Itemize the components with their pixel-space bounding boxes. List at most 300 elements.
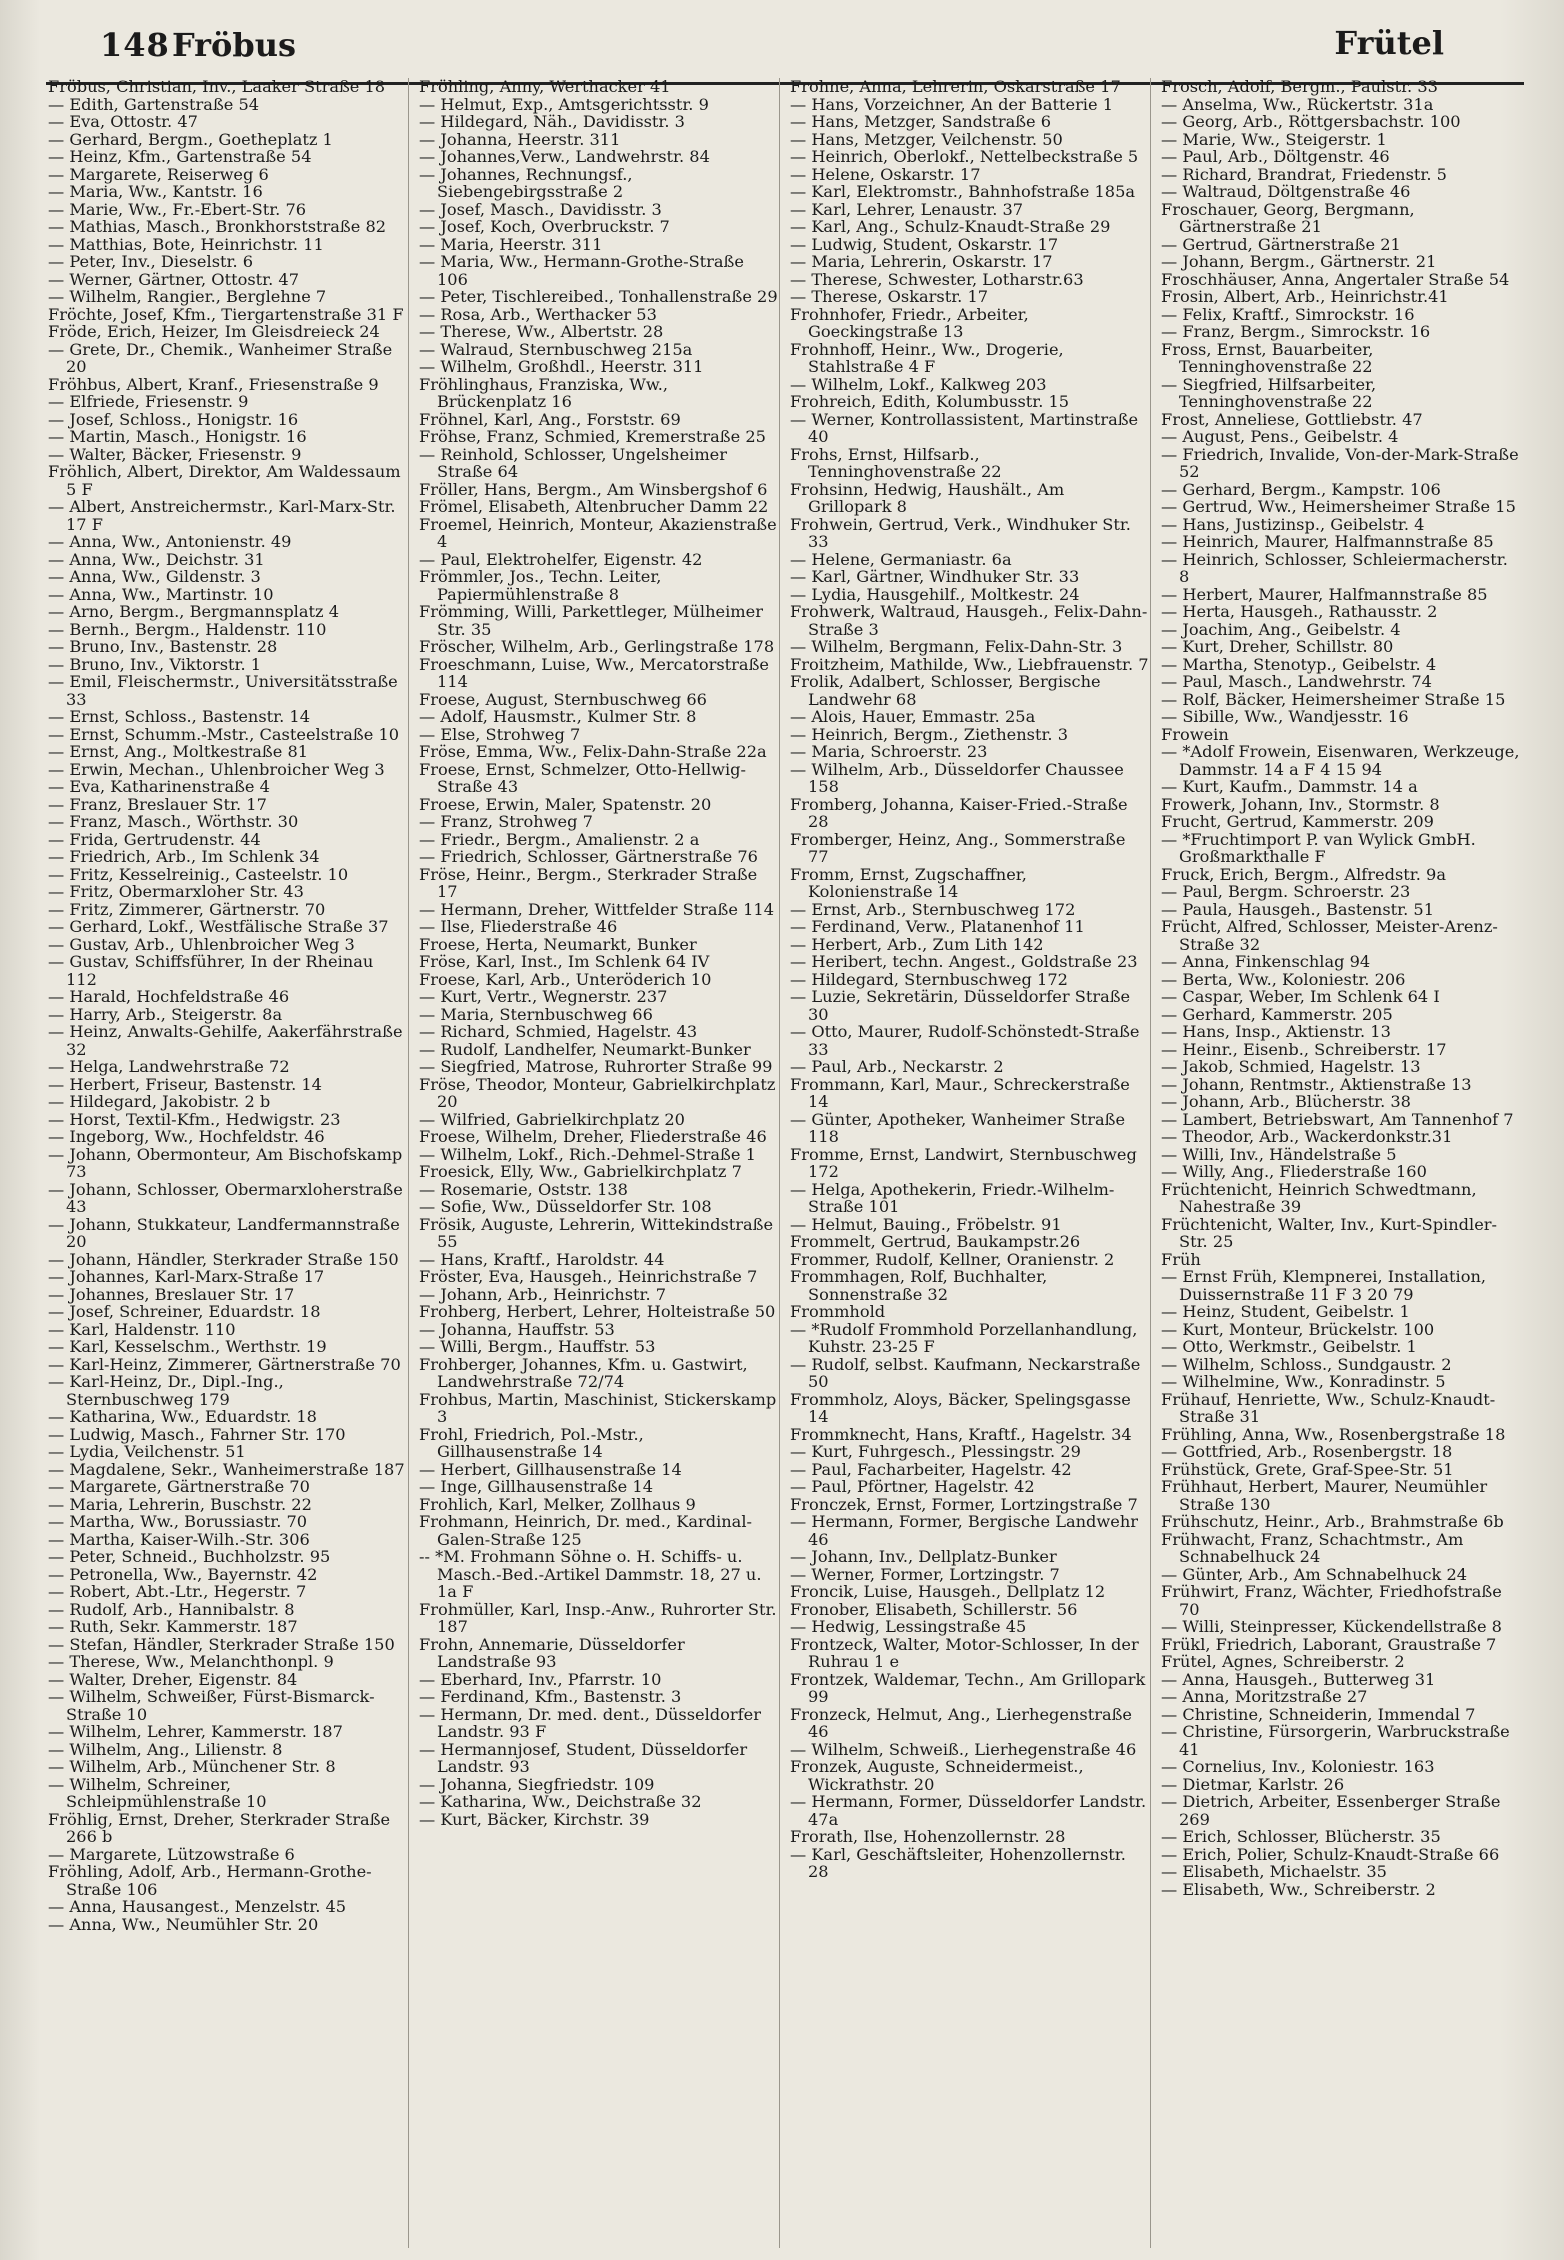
directory-entry: Frommhagen, Rolf, Buchhalter, Sonnenstraße 32 — [790, 1267, 1048, 1304]
directory-entry: — Helmut, Bauing., Fröbelstr. 91 — [790, 1214, 1062, 1234]
directory-entry: Fröhling, Adolf, Arb., Hermann-Grothe-Straße 106 — [48, 1862, 372, 1899]
directory-entry: Froitzheim, Mathilde, Ww., Liebfrauenstr. 7 — [790, 654, 1149, 674]
directory-entry: — Mathias, Masch., Bronkhorststraße 82 — [48, 217, 387, 236]
directory-entry: — Magdalene, Sekr., Wanheimerstraße 187 — [48, 1459, 405, 1479]
directory-entry: — Johanna, Siegfriedstr. 109 — [419, 1774, 655, 1794]
directory-entry: — Wilhelm, Schloss., Sundgaustr. 2 — [1161, 1354, 1452, 1374]
directory-entry: — Helene, Oskarstr. 17 — [790, 164, 981, 184]
directory-entry: Frühling, Anna, Ww., Rosenbergstraße 18 — [1161, 1424, 1506, 1444]
column-4 — [1161, 78, 1521, 2248]
directory-entry: — Marie, Ww., Steigerstr. 1 — [1161, 129, 1387, 149]
directory-entry: Fromme, Ernst, Landwirt, Sternbuschweg 172 — [790, 1144, 1137, 1181]
directory-entry: — Elfriede, Friesenstr. 9 — [48, 392, 249, 411]
directory-entry: — Rolf, Bäcker, Heimersheimer Straße 15 — [1161, 689, 1506, 709]
directory-entry: Frommer, Rudolf, Kellner, Oranienstr. 2 — [790, 1249, 1115, 1269]
directory-entry: — Grete, Dr., Chemik., Wanheimer Straße 20 — [48, 339, 393, 376]
directory-entry: — Maria, Schroerstr. 23 — [790, 742, 988, 761]
directory-entry: — Werner, Gärtner, Ottostr. 47 — [48, 269, 299, 289]
directory-entry: — Margarete, Lützowstraße 6 — [48, 1844, 295, 1864]
directory-entry: — Johann, Rentmstr., Aktienstraße 13 — [1161, 1074, 1472, 1094]
directory-entry: — Anna, Moritzstraße 27 — [1161, 1687, 1368, 1706]
directory-entry: — Johanna, Hauffstr. 53 — [419, 1319, 615, 1339]
directory-entry: — Theodor, Arb., Wackerdonkstr.31 — [1161, 1127, 1453, 1146]
directory-entry: — Paul, Bergm. Schroerstr. 23 — [1161, 882, 1411, 901]
directory-entry: Frohmüller, Karl, Insp.-Anw., Ruhrorter Str. 187 — [419, 1599, 777, 1636]
directory-entry: Fröbus, Christian, Inv., Laaker Straße 18 — [48, 78, 386, 96]
directory-entry: — Friedr., Bergm., Amalienstr. 2 a — [419, 829, 700, 849]
directory-entry: — Anna, Ww., Neumühler Str. 20 — [48, 1914, 319, 1934]
directory-entry: — Friedrich, Schlosser, Gärtnerstraße 76 — [419, 847, 758, 866]
directory-entry: Frükl, Friedrich, Laborant, Graustraße 7 — [1161, 1634, 1497, 1654]
directory-entry: Fröchte, Josef, Kfm., Tiergartenstraße 31 F — [48, 304, 404, 324]
directory-entry: Froese, Erwin, Maler, Spatenstr. 20 — [419, 794, 712, 814]
directory-entry: Frommholz, Aloys, Bäcker, Spelingsgasse 14 — [790, 1389, 1131, 1426]
directory-entry: — Ilse, Fliederstraße 46 — [419, 917, 618, 936]
directory-entry: — Franz, Strohweg 7 — [419, 812, 593, 831]
directory-entry: — Emil, Fleischermstr., Universitätsstraße 33 — [48, 672, 398, 709]
column-2 — [419, 78, 780, 2248]
directory-entry: Frohsinn, Hedwig, Haushält., Am Grillopark 8 — [790, 479, 1065, 516]
directory-entry: — Edith, Gartenstraße 54 — [48, 94, 260, 114]
directory-entry: — Reinhold, Schlosser, Ungelsheimer Straße 64 — [419, 444, 727, 481]
directory-entry: — Rosemarie, Oststr. 138 — [419, 1179, 628, 1199]
directory-entry: — Inge, Gillhausenstraße 14 — [419, 1477, 653, 1496]
directory-entry: — Kurt, Bäcker, Kirchstr. 39 — [419, 1809, 650, 1829]
directory-entry: Froschauer, Georg, Bergmann, Gärtnerstraße 21 — [1161, 199, 1415, 236]
directory-entry: Frohnhofer, Friedr., Arbeiter, Goeckingstraße 13 — [790, 304, 1029, 341]
directory-entry: Frommann, Karl, Maur., Schreckerstraße 14 — [790, 1074, 1130, 1111]
directory-entry: Frohn, Annemarie, Düsseldorfer Landstraße 93 — [419, 1634, 685, 1671]
directory-entry: — Maria, Lehrerin, Oskarstr. 17 — [790, 252, 1053, 271]
directory-entry: — Johanna, Heerstr. 311 — [419, 129, 621, 149]
directory-entry: — Gertrud, Gärtnerstraße 21 — [1161, 234, 1401, 254]
directory-entry: Frolik, Adalbert, Schlosser, Bergische Landwehr 68 — [790, 672, 1101, 709]
directory-entry: — Kurt, Fuhrgesch., Plessingstr. 29 — [790, 1442, 1081, 1461]
directory-entry: — Friedrich, Arb., Im Schlenk 34 — [48, 847, 320, 866]
directory-entry: Frontzek, Waldemar, Techn., Am Grillopark 99 — [790, 1669, 1146, 1706]
directory-entry: — Hermann, Dreher, Wittfelder Straße 114 — [419, 899, 774, 919]
directory-entry: — Anna, Hausangest., Menzelstr. 45 — [48, 1897, 347, 1916]
directory-entry: — Fritz, Obermarxloher Str. 43 — [48, 882, 304, 901]
directory-entry: — Helga, Landwehrstraße 72 — [48, 1057, 290, 1076]
directory-entry: — Dietmar, Karlstr. 26 — [1161, 1774, 1345, 1794]
directory-entry: Fronczek, Ernst, Former, Lortzingstraße 7 — [790, 1494, 1138, 1514]
directory-entry: — Karl-Heinz, Dr., Dipl.-Ing., Sternbuschweg 179 — [48, 1372, 284, 1409]
directory-entry: — Karl, Gärtner, Windhuker Str. 33 — [790, 567, 1080, 586]
directory-entry: — Martha, Ww., Borussiastr. 70 — [48, 1512, 308, 1531]
directory-entry: — Walraud, Sternbuschweg 215a — [419, 339, 693, 359]
directory-entry: — Frida, Gertrudenstr. 44 — [48, 829, 261, 849]
directory-entry: — Felix, Kraftf., Simrockstr. 16 — [1161, 304, 1415, 324]
directory-entry: — Marie, Ww., Fr.-Ebert-Str. 76 — [48, 199, 307, 219]
directory-entry: — Elisabeth, Michaelstr. 35 — [1161, 1862, 1387, 1881]
directory-entry: — Johann, Inv., Dellplatz-Bunker — [790, 1547, 1057, 1566]
directory-entry: — Peter, Inv., Dieselstr. 6 — [48, 252, 254, 271]
directory-entry: — Gerhard, Kammerstr. 205 — [1161, 1004, 1393, 1024]
directory-entry: — Joachim, Ang., Geibelstr. 4 — [1161, 619, 1401, 639]
directory-entry: Frowerk, Johann, Inv., Stormstr. 8 — [1161, 794, 1440, 814]
directory-entry: — Günter, Arb., Am Schnabelhuck 24 — [1161, 1564, 1468, 1584]
directory-entry: — Harry, Arb., Steigerstr. 8a — [48, 1004, 283, 1024]
directory-entry: Fröse, Heinr., Bergm., Sterkrader Straße 17 — [419, 864, 758, 901]
directory-entry: — Erich, Polier, Schulz-Knaudt-Straße 66 — [1161, 1844, 1500, 1864]
directory-entry: -- *M. Frohmann Söhne o. H. Schiffs- u. Masch.-Bed.-Artikel Dammstr. 18, 27 u. 1a F — [419, 1547, 762, 1601]
directory-entry: — Matthias, Bote, Heinrichstr. 11 — [48, 234, 324, 254]
directory-entry: Frommknecht, Hans, Kraftf., Hagelstr. 34 — [790, 1424, 1132, 1444]
directory-entry: — Siegfried, Matrose, Ruhrorter Straße 99 — [419, 1057, 773, 1076]
directory-entry: — Bruno, Inv., Viktorstr. 1 — [48, 654, 262, 674]
directory-entry: — Richard, Brandrat, Friedenstr. 5 — [1161, 164, 1447, 184]
directory-entry: — Franz, Masch., Wörthstr. 30 — [48, 812, 299, 831]
directory-entry: — Horst, Textil-Kfm., Hedwigstr. 23 — [48, 1109, 341, 1129]
directory-entry: Fröhbus, Albert, Kranf., Friesenstraße 9 — [48, 374, 379, 394]
directory-entry: — Hans, Metzger, Sandstraße 6 — [790, 112, 1052, 131]
directory-entry: — Hildegard, Jakobistr. 2 b — [48, 1092, 271, 1111]
directory-entry: — Karl, Kesselschm., Werthstr. 19 — [48, 1337, 327, 1356]
directory-entry: — Ernst, Ang., Moltkestraße 81 — [48, 742, 309, 761]
directory-entry: Fromm, Ernst, Zugschaffner, Kolonienstraße 14 — [790, 864, 1027, 901]
directory-entry: Fröse, Karl, Inst., Im Schlenk 64 IV — [419, 952, 710, 971]
directory-entry: — August, Pens., Geibelstr. 4 — [1161, 427, 1399, 446]
directory-entry: — Wilhelm, Arb., Münchener Str. 8 — [48, 1757, 336, 1776]
directory-entry: — Hermann, Former, Düsseldorfer Landstr. 47a — [790, 1792, 1147, 1829]
directory-entry: Frohlich, Karl, Melker, Zollhaus 9 — [419, 1494, 696, 1514]
directory-entry: — Richard, Schmied, Hagelstr. 43 — [419, 1022, 698, 1041]
directory-entry: — Heinz, Anwalts-Gehilfe, Aakerfährstraße 32 — [48, 1022, 403, 1059]
directory-entry: — Werner, Former, Lortzingstr. 7 — [790, 1564, 1060, 1584]
directory-entry: — Otto, Werkmstr., Geibelstr. 1 — [1161, 1337, 1417, 1356]
directory-entry: — Gerhard, Bergm., Kampstr. 106 — [1161, 479, 1441, 499]
directory-entry: — Willy, Ang., Fliederstraße 160 — [1161, 1162, 1427, 1181]
column-1 — [48, 78, 409, 2248]
directory-entry: — Heinz, Student, Geibelstr. 1 — [1161, 1302, 1410, 1321]
directory-entry: Frorath, Ilse, Hohenzollernstr. 28 — [790, 1827, 1066, 1846]
directory-entry: — Else, Strohweg 7 — [419, 724, 581, 744]
directory-entry: Frohwein, Gertrud, Verk., Windhuker Str. 33 — [790, 514, 1131, 551]
directory-entry: — Robert, Abt.-Ltr., Hegerstr. 7 — [48, 1582, 307, 1601]
directory-entry: Fronzeck, Helmut, Ang., Lierhegenstraße 46 — [790, 1704, 1132, 1741]
directory-entry: — Adolf, Hausmstr., Kulmer Str. 8 — [419, 707, 697, 726]
directory-entry: — Heinrich, Oberlokf., Nettelbeckstraße 5 — [790, 147, 1139, 166]
directory-entry: — Arno, Bergm., Bergmannsplatz 4 — [48, 602, 339, 621]
directory-entry: — Rudolf, Landhelfer, Neumarkt-Bunker — [419, 1039, 751, 1059]
directory-entry: — Wilhelm, Schreiner, Schleipmühlenstraße 10 — [48, 1774, 267, 1811]
directory-entry: Frucht, Gertrud, Kammerstr. 209 — [1161, 812, 1434, 831]
directory-entry: Frühstück, Grete, Graf-Spee-Str. 51 — [1161, 1459, 1454, 1479]
directory-entry: — Waltraud, Döltgenstraße 46 — [1161, 182, 1411, 201]
directory-entry: Froese, Ernst, Schmelzer, Otto-Hellwig-Straße 43 — [419, 759, 747, 796]
directory-entry: — Herbert, Friseur, Bastenstr. 14 — [48, 1074, 322, 1094]
directory-entry: Frühhaut, Herbert, Maurer, Neumühler Straße 130 — [1161, 1477, 1488, 1514]
directory-entry: — Wilhelm, Bergmann, Felix-Dahn-Str. 3 — [790, 637, 1123, 656]
directory-entry: — Dietrich, Arbeiter, Essenberger Straße 269 — [1161, 1792, 1501, 1829]
directory-entry: Frohnhoff, Heinr., Ww., Drogerie, Stahlstraße 4 F — [790, 339, 1064, 376]
directory-entry: — Eva, Katharinenstraße 4 — [48, 777, 270, 796]
directory-entry: — Wilhelm, Rangier., Berglehne 7 — [48, 287, 327, 306]
directory-entry: Fröse, Theodor, Monteur, Gabrielkirchplatz 20 — [419, 1074, 776, 1111]
directory-entry: — Wilhelm, Lokf., Kalkweg 203 — [790, 374, 1047, 394]
directory-entry: — Hildegard, Sternbuschweg 172 — [790, 969, 1068, 989]
directory-entry: — Cornelius, Inv., Koloniestr. 163 — [1161, 1757, 1435, 1776]
directory-entry: — Otto, Maurer, Rudolf-Schönstedt-Straße 33 — [790, 1022, 1140, 1059]
directory-entry: Früh — [1161, 1249, 1201, 1269]
directory-entry: — Christine, Schneiderin, Immendal 7 — [1161, 1704, 1476, 1724]
directory-entry: — Siegfried, Hilfsarbeiter, Tenninghovenstraße 22 — [1161, 374, 1377, 411]
directory-entry: Frosch, Adolf, Bergm., Paulstr. 33 — [1161, 78, 1438, 96]
directory-entry: Frohberger, Johannes, Kfm. u. Gastwirt, Landwehrstraße 72/74 — [419, 1354, 748, 1391]
directory-entry: — Wilhelm, Arb., Düsseldorfer Chaussee 158 — [790, 759, 1124, 796]
directory-entry: — Johann, Obermonteur, Am Bischofskamp 73 — [48, 1144, 403, 1181]
directory-entry: — Fritz, Zimmerer, Gärtnerstr. 70 — [48, 899, 326, 919]
directory-entry: Fröhnel, Karl, Ang., Forststr. 69 — [419, 409, 681, 429]
directory-entry: Fröhse, Franz, Schmied, Kremerstraße 25 — [419, 427, 766, 446]
directory-entry: — Heinr., Eisenb., Schreiberstr. 17 — [1161, 1039, 1447, 1059]
directory-entry: — Kurt, Dreher, Schillstr. 80 — [1161, 637, 1394, 656]
directory-entry: — Helga, Apothekerin, Friedr.-Wilhelm-Straße 101 — [790, 1179, 1115, 1216]
header-left-word: Fröbus — [172, 26, 297, 64]
directory-entry: — Wilhelm, Lokf., Rich.-Dehmel-Straße 1 — [419, 1144, 756, 1164]
directory-entry: — Johann, Bergm., Gärtnerstr. 21 — [1161, 252, 1437, 271]
directory-entry: — Johannes,Verw., Landwehrstr. 84 — [419, 147, 710, 166]
directory-entry: — Ernst, Schumm.-Mstr., Casteelstraße 10 — [48, 724, 400, 744]
directory-entry: Froncik, Luise, Hausgeh., Dellplatz 12 — [790, 1582, 1106, 1601]
directory-entry: — Hermann, Former, Bergische Landwehr 46 — [790, 1512, 1138, 1549]
directory-entry: — Paula, Hausgeh., Bastenstr. 51 — [1161, 899, 1435, 919]
directory-entry: Frohs, Ernst, Hilfsarb., Tenninghovenstraße 22 — [790, 444, 1002, 481]
page-number: 148 — [100, 26, 170, 64]
directory-entry: — Hans, Metzger, Veilchenstr. 50 — [790, 129, 1063, 149]
directory-entry: Fröse, Emma, Ww., Felix-Dahn-Straße 22a — [419, 742, 767, 761]
directory-entry: — Gerhard, Lokf., Westfälische Straße 37 — [48, 917, 389, 936]
directory-entry: — Therese, Schwester, Lotharstr.63 — [790, 269, 1084, 289]
directory-entry: — Ludwig, Student, Oskarstr. 17 — [790, 234, 1059, 254]
directory-entry: — Lambert, Betriebswart, Am Tannenhof 7 — [1161, 1109, 1514, 1129]
directory-entry: — Walter, Bäcker, Friesenstr. 9 — [48, 444, 302, 464]
directory-entry: — Paul, Arb., Döltgenstr. 46 — [1161, 147, 1390, 166]
directory-entry: Früchtenicht, Heinrich Schwedtmann, Nahestraße 39 — [1161, 1179, 1477, 1216]
directory-entry: — Paul, Elektrohelfer, Eigenstr. 42 — [419, 549, 703, 569]
directory-entry: — Gottfried, Arb., Rosenbergstr. 18 — [1161, 1442, 1453, 1461]
directory-entry: Frütel, Agnes, Schreiberstr. 2 — [1161, 1652, 1405, 1671]
directory-entry: Frohreich, Edith, Kolumbusstr. 15 — [790, 392, 1070, 411]
directory-entry: — Josef, Schloss., Honigstr. 16 — [48, 409, 299, 429]
directory-entry: — Berta, Ww., Koloniestr. 206 — [1161, 969, 1406, 989]
directory-entry: — Wilhelm, Ang., Lilienstr. 8 — [48, 1739, 283, 1759]
directory-entry: — Hans, Justizinsp., Geibelstr. 4 — [1161, 514, 1425, 534]
directory-entry: — Margarete, Reiserweg 6 — [48, 164, 269, 184]
directory-entry: Früchtenicht, Walter, Inv., Kurt-Spindler-Str. 25 — [1161, 1214, 1497, 1251]
directory-entry: — Anna, Ww., Antonienstr. 49 — [48, 532, 292, 551]
directory-entry: — Ferdinand, Kfm., Bastenstr. 3 — [419, 1687, 682, 1706]
directory-entry: — Maria, Ww., Hermann-Grothe-Straße 106 — [419, 252, 744, 289]
directory-entry: — Wilhelm, Großhdl., Heerstr. 311 — [419, 357, 704, 376]
directory-entry: Fross, Ernst, Bauarbeiter, Tenninghovenstraße 22 — [1161, 339, 1374, 376]
directory-entry: — Johannes, Karl-Marx-Straße 17 — [48, 1267, 325, 1286]
directory-entry: — Wilhelm, Schweißer, Fürst-Bismarck-Straße 10 — [48, 1687, 375, 1724]
directory-entry: — Paul, Arb., Neckarstr. 2 — [790, 1057, 1004, 1076]
directory-entry: Frömmler, Jos., Techn. Leiter, Papiermühlenstraße 8 — [419, 567, 662, 604]
directory-entry: — Christine, Fürsorgerin, Warbruckstraße 41 — [1161, 1722, 1510, 1759]
directory-entry: — Katharina, Ww., Deichstraße 32 — [419, 1792, 702, 1811]
directory-entry: — Gerhard, Bergm., Goetheplatz 1 — [48, 129, 333, 149]
page-header — [0, 20, 1564, 68]
directory-entry: Froese, Karl, Arb., Unteröderich 10 — [419, 969, 712, 989]
directory-entry: — Katharina, Ww., Eduardstr. 18 — [48, 1407, 317, 1426]
directory-entry: Frühauf, Henriette, Ww., Schulz-Knaudt-Straße 31 — [1161, 1389, 1496, 1426]
directory-entry: — Martha, Kaiser-Wilh.-Str. 306 — [48, 1529, 310, 1549]
directory-entry: — Ernst Früh, Klempnerei, Installation, Duissernstraße 11 F 3 20 79 — [1161, 1267, 1487, 1304]
directory-entry: — Therese, Ww., Albertstr. 28 — [419, 322, 664, 341]
directory-entry: Frohne, Anna, Lehrerin, Oskarstraße 17 — [790, 78, 1121, 96]
directory-entry: — Paul, Masch., Landwehrstr. 74 — [1161, 672, 1432, 691]
directory-entry: — Paul, Facharbeiter, Hagelstr. 42 — [790, 1459, 1072, 1479]
directory-entry: — Erich, Schlosser, Blücherstr. 35 — [1161, 1827, 1441, 1846]
directory-entry: — Gustav, Arb., Uhlenbroicher Weg 3 — [48, 934, 355, 954]
directory-entry: Froeschmann, Luise, Ww., Mercatorstraße 114 — [419, 654, 769, 691]
directory-entry: — Karl-Heinz, Zimmerer, Gärtnerstraße 70 — [48, 1354, 401, 1374]
directory-entry: — Anselma, Ww., Rückertstr. 31a — [1161, 94, 1434, 114]
directory-entry: — Martin, Masch., Honigstr. 16 — [48, 427, 307, 446]
directory-entry: Fronober, Elisabeth, Schillerstr. 56 — [790, 1599, 1078, 1619]
directory-entry: Frömming, Willi, Parkettleger, Mülheimer Str. 35 — [419, 602, 763, 639]
directory-entry: — Anna, Hausgeh., Butterweg 31 — [1161, 1669, 1436, 1689]
directory-entry: — Maria, Ww., Kantstr. 16 — [48, 182, 263, 201]
header-right-word: Frütel — [1334, 24, 1444, 62]
directory-entry: Frosin, Albert, Arb., Heinrichstr.41 — [1161, 287, 1449, 306]
directory-entry: — Elisabeth, Ww., Schreiberstr. 2 — [1161, 1879, 1436, 1899]
directory-entry: Fröller, Hans, Bergm., Am Winsbergshof 6 — [419, 479, 768, 499]
directory-entry: Froese, Wilhelm, Dreher, Fliederstraße 46 — [419, 1127, 767, 1146]
directory-entry: Frohbus, Martin, Maschinist, Stickerskamp 3 — [419, 1389, 777, 1426]
directory-entry: Frohberg, Herbert, Lehrer, Holteistraße 50 — [419, 1302, 776, 1321]
directory-entry: — Hans, Kraftf., Haroldstr. 44 — [419, 1249, 665, 1269]
directory-entry: — Wilhelm, Lehrer, Kammerstr. 187 — [48, 1722, 343, 1741]
directory-entry: — Sibille, Ww., Wandjesstr. 16 — [1161, 707, 1409, 726]
directory-entry: — Peter, Schneid., Buchholzstr. 95 — [48, 1547, 331, 1566]
directory-entry: — Hermannjosef, Student, Düsseldorfer Landstr. 93 — [419, 1739, 748, 1776]
directory-entry: — Johannes, Rechnungsf., Siebengebirgsstraße 2 — [419, 164, 633, 201]
directory-entry: — Erwin, Mechan., Uhlenbroicher Weg 3 — [48, 759, 385, 779]
directory-entry: Frommhold — [790, 1302, 886, 1321]
directory-entry: — Wilfried, Gabrielkirchplatz 20 — [419, 1109, 685, 1129]
directory-entry: — Kurt, Vertr., Wegnerstr. 237 — [419, 987, 668, 1006]
directory-entry: — Fritz, Kesselreinig., Casteelstr. 10 — [48, 864, 349, 884]
directory-entry: — Rudolf, selbst. Kaufmann, Neckarstraße 50 — [790, 1354, 1141, 1391]
directory-entry: — Alois, Hauer, Emmastr. 25a — [790, 707, 1036, 726]
directory-entry: — Lydia, Hausgehilf., Moltkestr. 24 — [790, 584, 1080, 604]
directory-entry: — Franz, Bergm., Simrockstr. 16 — [1161, 322, 1431, 341]
directory-entry: — Rosa, Arb., Werthacker 53 — [419, 304, 657, 324]
directory-entry: — Peter, Tischlereibed., Tonhallenstraße 29 — [419, 287, 778, 306]
directory-entry: — Gustav, Schiffsführer, In der Rheinau 112 — [48, 952, 374, 989]
directory-entry: — Harald, Hochfeldstraße 46 — [48, 987, 290, 1006]
directory-entry: Fronzek, Auguste, Schneidermeist., Wickrathstr. 20 — [790, 1757, 1084, 1794]
directory-entry: — Luzie, Sekretärin, Düsseldorfer Straße 30 — [790, 987, 1131, 1024]
directory-entry: — Ernst, Arb., Sternbuschweg 172 — [790, 899, 1076, 919]
directory-entry: — Helmut, Exp., Amtsgerichtsstr. 9 — [419, 94, 709, 114]
directory-entry: — Wilhelmine, Ww., Konradinstr. 5 — [1161, 1372, 1446, 1391]
directory-entry: Frühwirt, Franz, Wächter, Friedhofstraße 70 — [1161, 1582, 1502, 1619]
directory-entry: — *Fruchtimport P. van Wylick GmbH. Großmarkthalle F — [1161, 829, 1476, 866]
directory-entry: — Josef, Masch., Davidisstr. 3 — [419, 199, 662, 219]
directory-entry: — Paul, Pförtner, Hagelstr. 42 — [790, 1477, 1035, 1496]
directory-entry: — Hedwig, Lessingstraße 45 — [790, 1617, 1027, 1636]
directory-entry: Frowein — [1161, 724, 1229, 744]
directory-entry: — Ruth, Sekr. Kammerstr. 187 — [48, 1617, 298, 1636]
directory-entry: Froschhäuser, Anna, Angertaler Straße 54 — [1161, 269, 1510, 289]
directory-entry: — Johann, Händler, Sterkrader Straße 150 — [48, 1249, 399, 1269]
directory-entry: — Anna, Finkenschlag 94 — [1161, 952, 1371, 971]
directory-entry: — Willi, Bergm., Hauffstr. 53 — [419, 1337, 656, 1356]
directory-entry: — Karl, Haldenstr. 110 — [48, 1319, 236, 1339]
directory-entry: Froemel, Heinrich, Monteur, Akazienstraße 4 — [419, 514, 777, 551]
directory-entry: Fröde, Erich, Heizer, Im Gleisdreieck 24 — [48, 322, 380, 341]
directory-entry: — Karl, Geschäftsleiter, Hohenzollernstr. 28 — [790, 1844, 1126, 1881]
directory-entry: — Hermann, Dr. med. dent., Düsseldorfer Landstr. 93 F — [419, 1704, 761, 1741]
directory-entry: — Maria, Lehrerin, Buschstr. 22 — [48, 1494, 312, 1514]
directory-entry: Froese, Herta, Neumarkt, Bunker — [419, 934, 697, 954]
directory-entry: — Jakob, Schmied, Hagelstr. 13 — [1161, 1057, 1421, 1076]
directory-entry: Fröhlich, Albert, Direktor, Am Waldessaum 5 F — [48, 462, 401, 499]
directory-entry: — Herbert, Arb., Zum Lith 142 — [790, 934, 1044, 954]
directory-entry: — Johannes, Breslauer Str. 17 — [48, 1284, 295, 1304]
directory-entry: — Bruno, Inv., Bastenstr. 28 — [48, 637, 278, 656]
directory-entry: Fruck, Erich, Bergm., Alfredstr. 9a — [1161, 864, 1446, 884]
directory-entry: — Kurt, Kaufm., Dammstr. 14 a — [1161, 777, 1418, 796]
directory-entry: Fröscher, Wilhelm, Arb., Gerlingstraße 178 — [419, 637, 775, 656]
directory-entry: Fröhling, Anny, Werthacker 41 — [419, 78, 671, 96]
directory-entry: — Herbert, Gillhausenstraße 14 — [419, 1459, 682, 1479]
directory-entry: — Werner, Kontrollassistent, Martinstraße 40 — [790, 409, 1139, 446]
directory-entry: — Karl, Lehrer, Lenaustr. 37 — [790, 199, 1024, 219]
directory-entry: — Heinrich, Schlosser, Schleiermacherstr. 8 — [1161, 549, 1508, 586]
directory-entry: — Margarete, Gärtnerstraße 70 — [48, 1477, 310, 1496]
directory-entry: — Eva, Ottostr. 47 — [48, 112, 198, 131]
directory-entry: — Hildegard, Näh., Davidisstr. 3 — [419, 112, 685, 131]
directory-entry: — Therese, Oskarstr. 17 — [790, 287, 989, 306]
directory-entry: — Willi, Steinpresser, Kückendellstraße 8 — [1161, 1617, 1502, 1636]
directory-entry: — *Rudolf Frommhold Porzellanhandlung, Kuhstr. 23-25 F — [790, 1319, 1138, 1356]
directory-entry: — Wilhelm, Schweiß., Lierhegenstraße 46 — [790, 1739, 1137, 1759]
directory-entry: — Karl, Ang., Schulz-Knaudt-Straße 29 — [790, 217, 1111, 236]
directory-entry: — Bernh., Bergm., Haldenstr. 110 — [48, 619, 327, 639]
directory-entry: — Ferdinand, Verw., Platanenhof 11 — [790, 917, 1085, 936]
directory-entry: — Heribert, techn. Angest., Goldstraße 23 — [790, 952, 1138, 971]
directory-entry: — Franz, Breslauer Str. 17 — [48, 794, 267, 814]
directory-entry: — Lydia, Veilchenstr. 51 — [48, 1442, 246, 1461]
column-3 — [790, 78, 1151, 2248]
directory-entry: — Petronella, Ww., Bayernstr. 42 — [48, 1564, 318, 1584]
directory-entry: — Eberhard, Inv., Pfarrstr. 10 — [419, 1669, 662, 1689]
directory-entry: Fröster, Eva, Hausgeh., Heinrichstraße 7 — [419, 1267, 758, 1286]
directory-entry: — Herta, Hausgeh., Rathausstr. 2 — [1161, 602, 1438, 621]
directory-entry: Frücht, Alfred, Schlosser, Meister-Arenz-Straße 32 — [1161, 917, 1498, 954]
directory-entry: — Albert, Anstreichermstr., Karl-Marx-Str. 17 F — [48, 497, 396, 534]
directory-entry: — Günter, Apotheker, Wanheimer Straße 118 — [790, 1109, 1126, 1146]
directory-entry: — Johann, Arb., Heinrichstr. 7 — [419, 1284, 667, 1304]
directory-entry: Frontzeck, Walter, Motor-Schlosser, In der Ruhrau 1 e — [790, 1634, 1139, 1671]
directory-entry: Frommelt, Gertrud, Baukampstr.26 — [790, 1232, 1081, 1251]
directory-entry: — Ludwig, Masch., Fahrner Str. 170 — [48, 1424, 346, 1444]
directory-entry: — Josef, Koch, Overbruckstr. 7 — [419, 217, 670, 236]
directory-entry: — Heinz, Kfm., Gartenstraße 54 — [48, 147, 312, 166]
directory-entry: — Ernst, Schloss., Bastenstr. 14 — [48, 707, 310, 726]
directory-entry: Fröhlinghaus, Franziska, Ww., Brückenplatz 16 — [419, 374, 669, 411]
directory-entry: — Hans, Vorzeichner, An der Batterie 1 — [790, 94, 1114, 114]
directory-entry: — Kurt, Monteur, Brückelstr. 100 — [1161, 1319, 1435, 1339]
directory-entry: — Willi, Inv., Händelstraße 5 — [1161, 1144, 1397, 1164]
directory-entry: — Sofie, Ww., Düsseldorfer Str. 108 — [419, 1197, 712, 1216]
